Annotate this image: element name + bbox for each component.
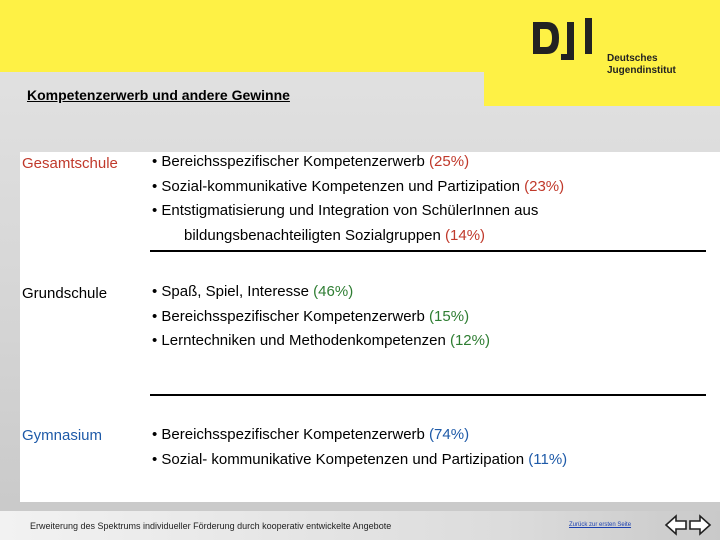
list-item	[152, 329, 490, 354]
list-item	[152, 199, 564, 248]
item-percent: (14%)	[445, 226, 486, 244]
bullet-list-gesamtschule	[152, 150, 564, 248]
list-item	[152, 150, 564, 175]
arrow-left-icon[interactable]	[666, 516, 686, 534]
list-item	[152, 175, 564, 200]
list-item	[152, 305, 490, 330]
category-grundschule: Grundschule	[22, 285, 108, 302]
arrow-right-icon[interactable]	[690, 516, 710, 534]
bullet-list-grundschule	[152, 280, 490, 354]
item-percent: (12%)	[449, 332, 490, 349]
item-percent: (11%)	[528, 450, 568, 468]
section-divider	[150, 250, 706, 252]
page-title: Kompetenzerwerb und andere Gewinne	[27, 87, 290, 103]
item-percent: (74%)	[429, 426, 470, 443]
logo-wordmark	[607, 53, 676, 77]
list-item	[152, 448, 567, 473]
item-text: • Bereichsspezifischer Kompetenzerwerb	[152, 307, 430, 325]
item-text: bildungsbenachteiligten Sozialgruppen	[184, 226, 446, 244]
item-text: • Sozial- kommunikative Kompetenzen und Partizipation	[152, 450, 529, 468]
item-text: • Bereichsspezifischer Kompetenzerwerb	[152, 426, 430, 443]
item-percent: (23%)	[524, 177, 565, 195]
footer-text: Erweiterung des Spektrums individueller Förderung durch kooperativ entwickelte Angebote	[30, 521, 392, 531]
category-gymnasium: Gymnasium	[22, 427, 103, 444]
bullet-list-gymnasium	[152, 423, 567, 472]
slide-navigation	[664, 514, 712, 536]
item-text: • Bereichsspezifischer Kompetenzerwerb	[152, 153, 430, 170]
category-gesamtschule: Gesamtschule	[22, 155, 118, 172]
item-text: • Lerntechniken und Methodenkompetenzen	[152, 332, 450, 349]
dji-logo-mark	[531, 14, 601, 66]
item-percent: (25%)	[429, 153, 470, 170]
list-item	[152, 423, 567, 448]
item-percent: (15%)	[429, 307, 470, 325]
back-to-first-page-link[interactable]: Zurück zur ersten Seite	[569, 522, 632, 528]
section-divider	[150, 394, 706, 396]
item-text: • Spaß, Spiel, Interesse	[152, 283, 314, 300]
logo-area	[484, 0, 720, 106]
category-column	[20, 152, 151, 502]
logo-line-1: Deutsches	[607, 53, 658, 64]
logo-line-2: Jugendinstitut	[607, 65, 676, 76]
item-text: • Sozial-kommunikative Kompetenzen und Partizipation	[152, 177, 525, 195]
item-percent: (46%)	[313, 283, 354, 300]
list-item	[152, 280, 490, 305]
item-continuation	[164, 224, 564, 249]
item-text: • Entstigmatisierung und Integration von SchülerInnen aus	[152, 202, 539, 219]
